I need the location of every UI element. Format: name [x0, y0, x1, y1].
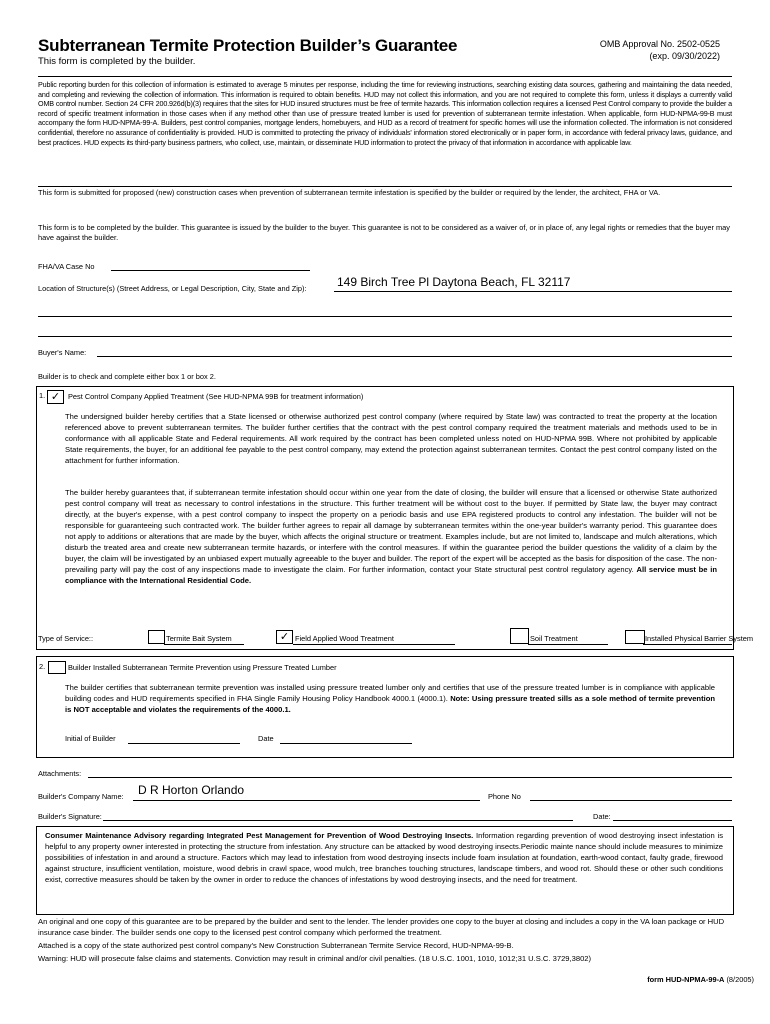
service-soil-line: [528, 644, 608, 645]
option-2-checkbox[interactable]: [48, 661, 66, 674]
builder-initial-field[interactable]: [128, 743, 240, 744]
pressure-lumber-note: Note: Using pressure treated sills as a sole method of termite prevention is NOT acceptable and violates the requirements of the 4000.1.: [65, 694, 715, 714]
option-1-checkbox[interactable]: ✓: [47, 390, 64, 404]
phone-label: Phone No: [488, 792, 521, 801]
option-2-number: 2.: [39, 662, 46, 671]
form-subtitle: This form is completed by the builder.: [38, 56, 196, 67]
option-2-heading: Builder Installed Subterranean Termite Prevention using Pressure Treated Lumber: [68, 663, 337, 672]
service-barrier-label: Installed Physical Barrier System: [645, 634, 754, 643]
footer-distribution: An original and one copy of this guarantee are to be prepared by the builder and sent to the lender. The lender provides one copy to the buyer at closing and includes a copy in the VA loan package or HUD insurance case binder. The builder sends one copy to the licensed pest control company which performed the treatment.: [38, 917, 725, 937]
signature-label: Builder's Signature:: [38, 812, 102, 821]
intro-completion: This form is to be completed by the builder. This guarantee is issued by the builder to the buyer. This guarantee is not to be considered as a waiver of, or in place of, any legal rights or remedies that the buyer may have against the builder.: [38, 223, 730, 243]
omb-approval: [600, 38, 720, 62]
advisory-text: [45, 830, 723, 885]
option-1-heading: Pest Control Company Applied Treatment (See HUD-NPMA 99B for treatment information): [68, 392, 364, 401]
signature-date-field[interactable]: [613, 820, 732, 821]
omb-expiration: (exp. 09/30/2022): [649, 51, 720, 61]
buyer-name-label: Buyer's Name:: [38, 348, 87, 357]
omb-number: OMB Approval No. 2502-0525: [599, 39, 720, 49]
attachments-label: Attachments:: [38, 769, 82, 778]
burden-statement: Public reporting burden for this collection of information is estimated to average 5 minutes per response, including the time for reviewing instructions, searching existing data sources, gathering and maintaining the data needed, and completing and reviewing the collection of information. This information is required to obtain benefits. HUD may not collect this information, and you are not required to complete this form, unless it displays a currently valid OMB control number. Section 24 CFR 200.926d(b)(3) requires that the sites for HUD insured structures must be free of termite hazards. This information collection requires a licensed Pest Control company to provide the builder a record of specific treatment information in those cases when if any method other than use of pressure treated lumber is used for prevention of subterranean termite infestation. When applicable, form HUD-NPMA-99-B must accompany the form HUD-NPMA-99-A. Builders, pest control companies, mortgage lenders, homebuyers, and HUD as a record of treatment for specific homes will use the information collected. The information is not considered confidential, therefore no assurance of confidentiality is provided. HUD is committed to protecting the privacy of individuals' information stored electronically or in paper form, in accordance with federal privacy laws, guidance, and best practices. HUD expects its third-party business partners, who collect, use, maintain, or disseminate HUD information to protect the privacy of that information in accordance with applicable law.: [38, 80, 732, 147]
footer-attachment: Attached is a copy of the state authorized pest control company's New Construction Subterranean Termite Service Record, HUD-NPMA-99-B.: [38, 941, 514, 950]
compliance-note: All service must be in compliance with the International Residential Code.: [65, 565, 717, 585]
burden-rule: [38, 186, 732, 187]
signature-field[interactable]: [103, 820, 573, 821]
initial-date-label: Date: [258, 734, 274, 743]
attachments-field[interactable]: [88, 777, 732, 778]
company-name-line: [133, 800, 480, 801]
service-barrier-line: [643, 644, 732, 645]
service-type-label: Type of Service::: [38, 634, 94, 643]
location-line-2: [38, 316, 732, 317]
initial-date-field[interactable]: [280, 743, 412, 744]
location-value[interactable]: 149 Birch Tree Pl Daytona Beach, FL 32117: [337, 275, 571, 289]
header-rule: [38, 76, 732, 77]
location-line-3: [38, 336, 732, 337]
advisory-body: Information regarding prevention of wood destroying insect infestation is helpful to any property owner interested in protecting the structure from infestation. Any structure can be attacked by wood destroying insects.Periodic mainte nance should include measures to minimize possibilities of infestation in and around a structure. Factors which may lead to infestation from wood destroying insects include foam insulation at foundation, earth-wood contact, faulty grade, firewood against structure, insufficient ventilation, moisture, wood debris in crawl space, wood mulch, tree branches touching structures, landscape timbers, and wood rot. Should these or other such conditions exist, corrective measures should be taken by the owner in order to reduce the chances of infestations by wood destroying insects, and the need for treatment.: [45, 831, 723, 884]
company-name-value[interactable]: D R Horton Orlando: [138, 783, 245, 797]
case-number-label: FHA/VA Case No: [38, 262, 95, 271]
form-id: form HUD-NPMA-99-A: [647, 975, 725, 984]
option-1-certification: The undersigned builder hereby certifies that a State licensed or otherwise authorized pest control company (where required by State law) was contracted to treat the property at the location referenced above to prevent subterranean termites. The builder further certifies that the contract with the pest control company required the treatment materials and methods used to be in conformance with all applicable State and Federal requirements. All work required by the contract has been completed unless noted on HUD-NPMA 99B. Where not prohibited by applicable State requirements, the buyer, for an additional fee payable to the pest control company, may extend the protection against subterranean termites. Contact the pest control company listed on the attachment for further information.: [65, 412, 717, 465]
location-label: Location of Structure(s) (Street Address, or Legal Description, City, State and Zip):: [38, 284, 307, 293]
form-date: (8/2005): [726, 975, 754, 984]
option-2-certification: [65, 682, 715, 715]
option-1-guarantee: [65, 487, 717, 586]
phone-field[interactable]: [530, 800, 732, 801]
service-bait-label: Termite Bait System: [166, 634, 232, 643]
pressure-lumber-text: The builder certifies that subterranean termite prevention was installed using pressure treated lumber only and certifies that use of the pressure treated lumber is in compliance with applicable building codes and HUD requirements specified in FHA Single Family Housing Policy Handbook 4000.1 (4000.1).: [65, 683, 715, 703]
option-1-number: 1.: [39, 391, 46, 400]
service-soil-label: Soil Treatment: [530, 634, 578, 643]
guarantee-text: The builder hereby guarantees that, if subterranean termite infestation should occur within one year from the date of closing, the builder will ensure that a licensed or otherwise State authorized pest control company will treat as necessary to control infestations in the structure. This further treatment will be without cost to the buyer. If permitted by State law, the buyer may contract directly, at the buyer's expense, with a pest control company to inspect the property on a periodic basis and use EPA registered products to control any infestation. The builder will not be responsible for guaranteeing such contracted work. The builder further agrees to repair all damage by subterranean termites within the one-year builder's warranty period. This guarantee does not apply to additions or alterations that are made by the buyer, which affects the original structure or treatment. Examples include, but are not limited to, landscape and mulch alterations, which disturb the treated area and create new subterranean termite hazards, or interfere with the control measures. If within the guarantee period the builder questions the validity of a claim by the buyer, the claim will be investigated by an unbiased expert mutually agreeable to the buyer and builder. The report of the expert will be accepted as the basis for disposition of the case. The non-prevailing party will pay the cost of any inspections made to investigate the claim. For further information, contact your State structural pest control regulatory agency.: [65, 488, 717, 574]
signature-date-label: Date:: [593, 812, 611, 821]
service-bait-line: [164, 644, 244, 645]
company-name-label: Builder's Company Name:: [38, 792, 124, 801]
advisory-heading: Consumer Maintenance Advisory regarding Integrated Pest Management for Prevention of Wood Destroying Insects.: [45, 831, 474, 840]
footer-warning: Warning: HUD will prosecute false claims and statements. Conviction may result in criminal and/or civil penalties. (18 U.S.C. 1001, 1010, 1012;31 U.S.C. 3729,3802): [38, 954, 592, 963]
builder-initial-label: Initial of Builder: [65, 734, 116, 743]
service-wood-line: [293, 644, 455, 645]
service-wood-checkbox[interactable]: ✓: [276, 630, 293, 644]
form-title: Subterranean Termite Protection Builder’s Guarantee: [38, 36, 458, 55]
service-wood-label: Field Applied Wood Treatment: [295, 634, 394, 643]
buyer-name-field[interactable]: [97, 356, 732, 357]
instruction-text: Builder is to check and complete either box 1 or box 2.: [38, 372, 216, 381]
service-bait-checkbox[interactable]: [148, 630, 165, 644]
service-soil-checkbox[interactable]: [510, 628, 529, 644]
service-barrier-checkbox[interactable]: [625, 630, 645, 644]
location-line-1: [334, 291, 732, 292]
form-number: [647, 975, 754, 985]
case-number-field[interactable]: [111, 270, 310, 271]
intro-submission: This form is submitted for proposed (new) construction cases when prevention of subterranean termite infestation is specified by the builder or required by the lender, the architect, FHA or VA.: [38, 188, 661, 197]
